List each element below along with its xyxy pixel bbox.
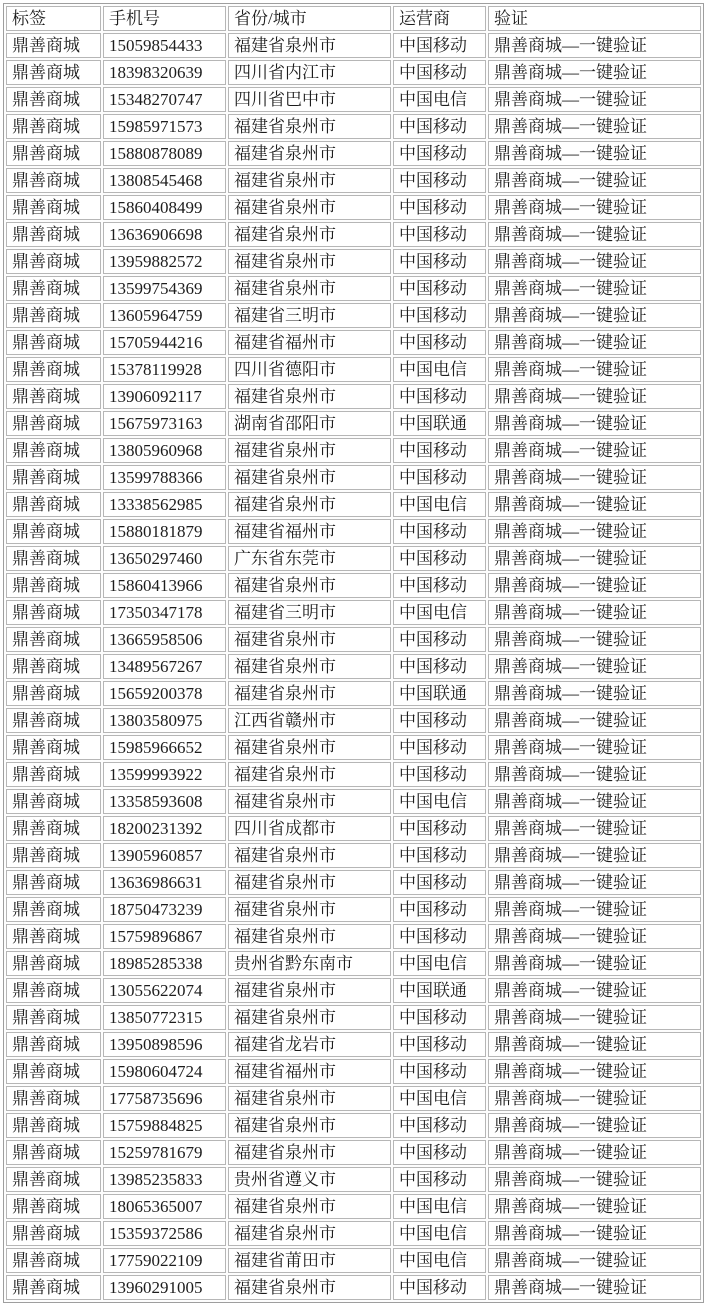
- region-cell: 福建省泉州市: [228, 654, 391, 679]
- carrier-cell: 中国移动: [393, 276, 486, 301]
- label-cell: 鼎善商城: [6, 600, 101, 625]
- carrier-cell: 中国移动: [393, 1113, 486, 1138]
- phone-cell: 15348270747: [103, 87, 226, 112]
- phone-cell: 18985285338: [103, 951, 226, 976]
- label-cell: 鼎善商城: [6, 1086, 101, 1111]
- carrier-cell: 中国电信: [393, 357, 486, 382]
- region-cell: 福建省泉州市: [228, 1221, 391, 1246]
- carrier-cell: 中国移动: [393, 195, 486, 220]
- label-cell: 鼎善商城: [6, 492, 101, 517]
- carrier-cell: 中国移动: [393, 60, 486, 85]
- verify-cell: 鼎善商城—一键验证: [488, 681, 701, 706]
- phone-cell: 15759896867: [103, 924, 226, 949]
- region-cell: 四川省巴中市: [228, 87, 391, 112]
- region-cell: 福建省泉州市: [228, 843, 391, 868]
- verify-cell: 鼎善商城—一键验证: [488, 843, 701, 868]
- header-label: 标签: [6, 6, 101, 31]
- verify-cell: 鼎善商城—一键验证: [488, 789, 701, 814]
- label-cell: 鼎善商城: [6, 816, 101, 841]
- table-row: [6, 573, 701, 598]
- table-row: [6, 1059, 701, 1084]
- carrier-cell: 中国移动: [393, 843, 486, 868]
- table-row: [6, 1113, 701, 1138]
- region-cell: 福建省泉州市: [228, 222, 391, 247]
- label-cell: 鼎善商城: [6, 762, 101, 787]
- region-cell: 福建省泉州市: [228, 195, 391, 220]
- region-cell: 福建省泉州市: [228, 789, 391, 814]
- verify-cell: 鼎善商城—一键验证: [488, 195, 701, 220]
- label-cell: 鼎善商城: [6, 789, 101, 814]
- carrier-cell: 中国电信: [393, 789, 486, 814]
- verify-cell: 鼎善商城—一键验证: [488, 708, 701, 733]
- phone-cell: 15259781679: [103, 1140, 226, 1165]
- carrier-cell: 中国联通: [393, 681, 486, 706]
- verify-cell: 鼎善商城—一键验证: [488, 1059, 701, 1084]
- carrier-cell: 中国电信: [393, 1194, 486, 1219]
- verify-cell: 鼎善商城—一键验证: [488, 87, 701, 112]
- table-row: [6, 168, 701, 193]
- region-cell: 广东省东莞市: [228, 546, 391, 571]
- phone-cell: 13636906698: [103, 222, 226, 247]
- table-row: [6, 33, 701, 58]
- region-cell: 福建省泉州市: [228, 168, 391, 193]
- region-cell: 福建省福州市: [228, 1059, 391, 1084]
- table-row: [6, 60, 701, 85]
- verify-cell: 鼎善商城—一键验证: [488, 1275, 701, 1300]
- verify-cell: 鼎善商城—一键验证: [488, 1086, 701, 1111]
- phone-cell: 15059854433: [103, 33, 226, 58]
- verify-cell: 鼎善商城—一键验证: [488, 600, 701, 625]
- region-cell: 福建省泉州市: [228, 735, 391, 760]
- carrier-cell: 中国移动: [393, 330, 486, 355]
- table-row: [6, 1194, 701, 1219]
- table-row: [6, 897, 701, 922]
- table-row: [6, 681, 701, 706]
- phone-cell: 15860408499: [103, 195, 226, 220]
- carrier-cell: 中国移动: [393, 708, 486, 733]
- table-row: [6, 1032, 701, 1057]
- table-row: [6, 654, 701, 679]
- carrier-cell: 中国移动: [393, 897, 486, 922]
- region-cell: 福建省泉州市: [228, 384, 391, 409]
- table-row: [6, 141, 701, 166]
- label-cell: 鼎善商城: [6, 1059, 101, 1084]
- carrier-cell: 中国移动: [393, 816, 486, 841]
- table-row: [6, 114, 701, 139]
- carrier-cell: 中国移动: [393, 384, 486, 409]
- phone-cell: 17350347178: [103, 600, 226, 625]
- table-row: [6, 924, 701, 949]
- header-phone: 手机号: [103, 6, 226, 31]
- phone-cell: 13665958506: [103, 627, 226, 652]
- table-row: [6, 249, 701, 274]
- table-body: [6, 33, 701, 1300]
- label-cell: 鼎善商城: [6, 465, 101, 490]
- verify-cell: 鼎善商城—一键验证: [488, 168, 701, 193]
- phone-cell: 15675973163: [103, 411, 226, 436]
- region-cell: 贵州省黔东南市: [228, 951, 391, 976]
- verify-cell: 鼎善商城—一键验证: [488, 870, 701, 895]
- carrier-cell: 中国移动: [393, 168, 486, 193]
- label-cell: 鼎善商城: [6, 897, 101, 922]
- table-row: [6, 735, 701, 760]
- table-header: [6, 6, 701, 31]
- label-cell: 鼎善商城: [6, 249, 101, 274]
- table-row: [6, 546, 701, 571]
- label-cell: 鼎善商城: [6, 573, 101, 598]
- phone-cell: 17759022109: [103, 1248, 226, 1273]
- region-cell: 福建省福州市: [228, 330, 391, 355]
- phone-cell: 13905960857: [103, 843, 226, 868]
- carrier-cell: 中国电信: [393, 1221, 486, 1246]
- phone-cell: 15659200378: [103, 681, 226, 706]
- region-cell: 福建省泉州市: [228, 249, 391, 274]
- label-cell: 鼎善商城: [6, 924, 101, 949]
- phone-cell: 13605964759: [103, 303, 226, 328]
- label-cell: 鼎善商城: [6, 1221, 101, 1246]
- table-row: [6, 1221, 701, 1246]
- carrier-cell: 中国移动: [393, 303, 486, 328]
- phone-cell: 13358593608: [103, 789, 226, 814]
- region-cell: 福建省泉州市: [228, 1086, 391, 1111]
- label-cell: 鼎善商城: [6, 1194, 101, 1219]
- label-cell: 鼎善商城: [6, 1005, 101, 1030]
- phone-cell: 18398320639: [103, 60, 226, 85]
- label-cell: 鼎善商城: [6, 1167, 101, 1192]
- phone-cell: 15860413966: [103, 573, 226, 598]
- phone-cell: 13960291005: [103, 1275, 226, 1300]
- region-cell: 福建省泉州市: [228, 1275, 391, 1300]
- label-cell: 鼎善商城: [6, 951, 101, 976]
- region-cell: 福建省泉州市: [228, 276, 391, 301]
- phone-cell: 15985971573: [103, 114, 226, 139]
- phone-cell: 15985966652: [103, 735, 226, 760]
- verify-cell: 鼎善商城—一键验证: [488, 222, 701, 247]
- carrier-cell: 中国移动: [393, 1140, 486, 1165]
- region-cell: 四川省内江市: [228, 60, 391, 85]
- header-row: [6, 6, 701, 31]
- region-cell: 福建省三明市: [228, 303, 391, 328]
- region-cell: 福建省泉州市: [228, 978, 391, 1003]
- label-cell: 鼎善商城: [6, 1275, 101, 1300]
- table-row: [6, 276, 701, 301]
- table-row: [6, 627, 701, 652]
- phone-cell: 13950898596: [103, 1032, 226, 1057]
- region-cell: 福建省泉州市: [228, 141, 391, 166]
- phone-cell: 13338562985: [103, 492, 226, 517]
- verify-cell: 鼎善商城—一键验证: [488, 627, 701, 652]
- table-row: [6, 330, 701, 355]
- label-cell: 鼎善商城: [6, 60, 101, 85]
- label-cell: 鼎善商城: [6, 681, 101, 706]
- region-cell: 福建省泉州市: [228, 1005, 391, 1030]
- table-row: [6, 519, 701, 544]
- verify-cell: 鼎善商城—一键验证: [488, 276, 701, 301]
- verify-cell: 鼎善商城—一键验证: [488, 330, 701, 355]
- phone-cell: 15880181879: [103, 519, 226, 544]
- label-cell: 鼎善商城: [6, 735, 101, 760]
- label-cell: 鼎善商城: [6, 546, 101, 571]
- phone-cell: 15359372586: [103, 1221, 226, 1246]
- region-cell: 福建省莆田市: [228, 1248, 391, 1273]
- carrier-cell: 中国移动: [393, 465, 486, 490]
- region-cell: 福建省泉州市: [228, 924, 391, 949]
- table-row: [6, 762, 701, 787]
- verify-cell: 鼎善商城—一键验证: [488, 141, 701, 166]
- phone-cell: 13055622074: [103, 978, 226, 1003]
- table-row: [6, 951, 701, 976]
- table-row: [6, 843, 701, 868]
- phone-cell: 13906092117: [103, 384, 226, 409]
- table-row: [6, 816, 701, 841]
- table-row: [6, 195, 701, 220]
- table-row: [6, 303, 701, 328]
- carrier-cell: 中国移动: [393, 249, 486, 274]
- region-cell: 四川省德阳市: [228, 357, 391, 382]
- carrier-cell: 中国联通: [393, 978, 486, 1003]
- region-cell: 福建省泉州市: [228, 1113, 391, 1138]
- table-row: [6, 438, 701, 463]
- table-row: [6, 357, 701, 382]
- carrier-cell: 中国联通: [393, 411, 486, 436]
- carrier-cell: 中国移动: [393, 141, 486, 166]
- carrier-cell: 中国移动: [393, 654, 486, 679]
- verify-cell: 鼎善商城—一键验证: [488, 114, 701, 139]
- verify-cell: 鼎善商城—一键验证: [488, 1032, 701, 1057]
- label-cell: 鼎善商城: [6, 708, 101, 733]
- table-row: [6, 1167, 701, 1192]
- carrier-cell: 中国移动: [393, 1167, 486, 1192]
- table-row: [6, 708, 701, 733]
- region-cell: 福建省泉州市: [228, 114, 391, 139]
- label-cell: 鼎善商城: [6, 978, 101, 1003]
- label-cell: 鼎善商城: [6, 114, 101, 139]
- verify-cell: 鼎善商城—一键验证: [488, 573, 701, 598]
- phone-cell: 13985235833: [103, 1167, 226, 1192]
- table-row: [6, 465, 701, 490]
- carrier-cell: 中国电信: [393, 1086, 486, 1111]
- region-cell: 福建省泉州市: [228, 627, 391, 652]
- region-cell: 福建省泉州市: [228, 33, 391, 58]
- table-row: [6, 1140, 701, 1165]
- region-cell: 福建省泉州市: [228, 681, 391, 706]
- phone-cell: 17758735696: [103, 1086, 226, 1111]
- region-cell: 福建省泉州市: [228, 870, 391, 895]
- header-carrier: 运营商: [393, 6, 486, 31]
- phone-cell: 18200231392: [103, 816, 226, 841]
- label-cell: 鼎善商城: [6, 141, 101, 166]
- label-cell: 鼎善商城: [6, 627, 101, 652]
- label-cell: 鼎善商城: [6, 438, 101, 463]
- label-cell: 鼎善商城: [6, 519, 101, 544]
- verify-cell: 鼎善商城—一键验证: [488, 411, 701, 436]
- label-cell: 鼎善商城: [6, 1032, 101, 1057]
- carrier-cell: 中国移动: [393, 546, 486, 571]
- phone-cell: 13805960968: [103, 438, 226, 463]
- carrier-cell: 中国电信: [393, 492, 486, 517]
- label-cell: 鼎善商城: [6, 843, 101, 868]
- verify-cell: 鼎善商城—一键验证: [488, 33, 701, 58]
- phone-cell: 13636986631: [103, 870, 226, 895]
- label-cell: 鼎善商城: [6, 276, 101, 301]
- verify-cell: 鼎善商城—一键验证: [488, 924, 701, 949]
- verify-cell: 鼎善商城—一键验证: [488, 951, 701, 976]
- header-verify: 验证: [488, 6, 701, 31]
- label-cell: 鼎善商城: [6, 330, 101, 355]
- table-row: [6, 87, 701, 112]
- label-cell: 鼎善商城: [6, 870, 101, 895]
- region-cell: 四川省成都市: [228, 816, 391, 841]
- label-cell: 鼎善商城: [6, 654, 101, 679]
- carrier-cell: 中国电信: [393, 87, 486, 112]
- verify-cell: 鼎善商城—一键验证: [488, 519, 701, 544]
- verify-cell: 鼎善商城—一键验证: [488, 438, 701, 463]
- table-row: [6, 1248, 701, 1273]
- region-cell: 福建省福州市: [228, 519, 391, 544]
- phone-cell: 13599754369: [103, 276, 226, 301]
- verify-cell: 鼎善商城—一键验证: [488, 1113, 701, 1138]
- verify-cell: 鼎善商城—一键验证: [488, 1248, 701, 1273]
- label-cell: 鼎善商城: [6, 33, 101, 58]
- phone-cell: 15378119928: [103, 357, 226, 382]
- region-cell: 福建省三明市: [228, 600, 391, 625]
- verify-cell: 鼎善商城—一键验证: [488, 735, 701, 760]
- verify-cell: 鼎善商城—一键验证: [488, 1221, 701, 1246]
- table-row: [6, 600, 701, 625]
- verify-cell: 鼎善商城—一键验证: [488, 1140, 701, 1165]
- verify-cell: 鼎善商城—一键验证: [488, 816, 701, 841]
- phone-verification-table: [3, 3, 704, 1303]
- region-cell: 福建省泉州市: [228, 1140, 391, 1165]
- table-row: [6, 978, 701, 1003]
- carrier-cell: 中国电信: [393, 951, 486, 976]
- phone-cell: 15705944216: [103, 330, 226, 355]
- carrier-cell: 中国移动: [393, 762, 486, 787]
- header-region: 省份/城市: [228, 6, 391, 31]
- region-cell: 福建省泉州市: [228, 492, 391, 517]
- phone-cell: 13650297460: [103, 546, 226, 571]
- region-cell: 江西省赣州市: [228, 708, 391, 733]
- label-cell: 鼎善商城: [6, 1140, 101, 1165]
- verify-cell: 鼎善商城—一键验证: [488, 897, 701, 922]
- phone-cell: 15759884825: [103, 1113, 226, 1138]
- table-row: [6, 1005, 701, 1030]
- phone-cell: 13803580975: [103, 708, 226, 733]
- verify-cell: 鼎善商城—一键验证: [488, 1005, 701, 1030]
- verify-cell: 鼎善商城—一键验证: [488, 303, 701, 328]
- verify-cell: 鼎善商城—一键验证: [488, 384, 701, 409]
- region-cell: 福建省泉州市: [228, 762, 391, 787]
- carrier-cell: 中国移动: [393, 114, 486, 139]
- table-row: [6, 1275, 701, 1300]
- carrier-cell: 中国移动: [393, 1032, 486, 1057]
- label-cell: 鼎善商城: [6, 87, 101, 112]
- carrier-cell: 中国移动: [393, 627, 486, 652]
- phone-cell: 13850772315: [103, 1005, 226, 1030]
- verify-cell: 鼎善商城—一键验证: [488, 357, 701, 382]
- verify-cell: 鼎善商城—一键验证: [488, 60, 701, 85]
- label-cell: 鼎善商城: [6, 303, 101, 328]
- carrier-cell: 中国移动: [393, 438, 486, 463]
- label-cell: 鼎善商城: [6, 222, 101, 247]
- phone-cell: 13808545468: [103, 168, 226, 193]
- carrier-cell: 中国移动: [393, 33, 486, 58]
- phone-cell: 18065365007: [103, 1194, 226, 1219]
- region-cell: 福建省泉州市: [228, 1194, 391, 1219]
- region-cell: 福建省泉州市: [228, 465, 391, 490]
- carrier-cell: 中国电信: [393, 600, 486, 625]
- carrier-cell: 中国移动: [393, 1005, 486, 1030]
- carrier-cell: 中国移动: [393, 222, 486, 247]
- label-cell: 鼎善商城: [6, 384, 101, 409]
- verify-cell: 鼎善商城—一键验证: [488, 492, 701, 517]
- verify-cell: 鼎善商城—一键验证: [488, 1167, 701, 1192]
- region-cell: 福建省泉州市: [228, 573, 391, 598]
- carrier-cell: 中国电信: [393, 1248, 486, 1273]
- table-row: [6, 492, 701, 517]
- phone-cell: 13489567267: [103, 654, 226, 679]
- phone-cell: 13959882572: [103, 249, 226, 274]
- region-cell: 福建省龙岩市: [228, 1032, 391, 1057]
- table-row: [6, 384, 701, 409]
- region-cell: 福建省泉州市: [228, 438, 391, 463]
- table-row: [6, 789, 701, 814]
- carrier-cell: 中国移动: [393, 870, 486, 895]
- table-row: [6, 222, 701, 247]
- region-cell: 湖南省邵阳市: [228, 411, 391, 436]
- carrier-cell: 中国移动: [393, 924, 486, 949]
- verify-cell: 鼎善商城—一键验证: [488, 1194, 701, 1219]
- label-cell: 鼎善商城: [6, 411, 101, 436]
- carrier-cell: 中国移动: [393, 735, 486, 760]
- phone-cell: 15980604724: [103, 1059, 226, 1084]
- region-cell: 福建省泉州市: [228, 897, 391, 922]
- label-cell: 鼎善商城: [6, 168, 101, 193]
- table-row: [6, 870, 701, 895]
- verify-cell: 鼎善商城—一键验证: [488, 465, 701, 490]
- carrier-cell: 中国移动: [393, 573, 486, 598]
- verify-cell: 鼎善商城—一键验证: [488, 546, 701, 571]
- carrier-cell: 中国移动: [393, 1275, 486, 1300]
- carrier-cell: 中国移动: [393, 1059, 486, 1084]
- label-cell: 鼎善商城: [6, 1113, 101, 1138]
- verify-cell: 鼎善商城—一键验证: [488, 654, 701, 679]
- table-row: [6, 411, 701, 436]
- table-row: [6, 1086, 701, 1111]
- region-cell: 贵州省遵义市: [228, 1167, 391, 1192]
- phone-cell: 13599993922: [103, 762, 226, 787]
- phone-cell: 18750473239: [103, 897, 226, 922]
- verify-cell: 鼎善商城—一键验证: [488, 978, 701, 1003]
- phone-cell: 15880878089: [103, 141, 226, 166]
- phone-cell: 13599788366: [103, 465, 226, 490]
- label-cell: 鼎善商城: [6, 1248, 101, 1273]
- carrier-cell: 中国移动: [393, 519, 486, 544]
- label-cell: 鼎善商城: [6, 195, 101, 220]
- verify-cell: 鼎善商城—一键验证: [488, 249, 701, 274]
- label-cell: 鼎善商城: [6, 357, 101, 382]
- verify-cell: 鼎善商城—一键验证: [488, 762, 701, 787]
